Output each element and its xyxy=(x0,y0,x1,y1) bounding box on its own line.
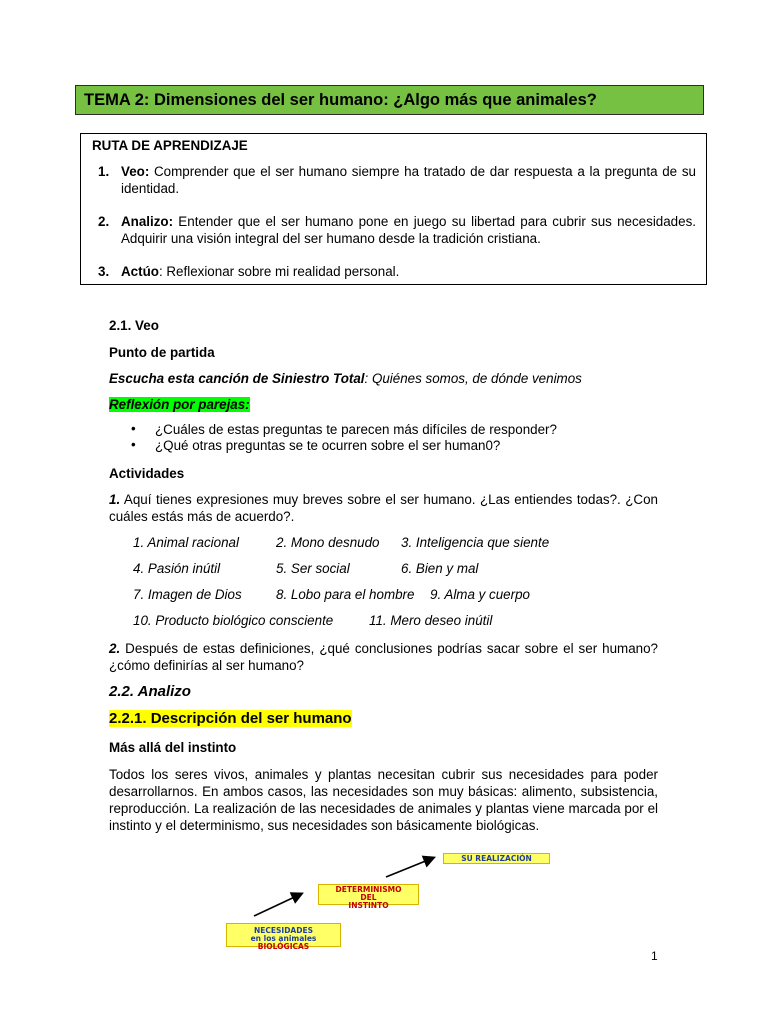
analizo-paragraph: Todos los seres vivos, animales y plantas necesitan cubrir sus necesidades para poder desarrollarnos. En ambos casos, las necesidades son muy básicas: alimento, subsistencia, reproducción. La realización de las necesidades de animales y plantas viene marcada por el instinto y el determinismo, sus necesidades son básicamente biológicas. xyxy=(109,767,658,833)
bullet-question: ¿Cuáles de estas preguntas te parecen más difíciles de responder? xyxy=(155,422,557,437)
instinto-heading: Más allá del instinto xyxy=(109,740,237,755)
subsection-heading: 2.2.1. Descripción del ser humano xyxy=(109,710,352,727)
determinism-box: DETERMINISMO DEL INSTINTO xyxy=(318,884,419,905)
learning-route-item: 1. Veo: Comprender que el ser humano siempre ha tratado de dar respuesta a la pregunta de su identidad. xyxy=(98,164,696,196)
punto-de-partida: Punto de partida xyxy=(109,345,215,360)
song-line: Escucha esta canción de Siniestro Total: Quiénes somos, de dónde venimos xyxy=(109,371,582,386)
needs-box: NECESIDADES en los animales BIOLÓGICAS xyxy=(226,923,341,947)
arrow-to-realizacion xyxy=(386,858,433,877)
activity-1: 1. Aquí tienes expresiones muy breves sobre el ser humano. ¿Las entiendes todas?. ¿Con cuáles estás más de acuerdo?. xyxy=(109,492,658,524)
page-title: TEMA 2: Dimensiones del ser humano: ¿Algo más que animales? xyxy=(75,85,704,115)
actividades-heading: Actividades xyxy=(109,466,185,481)
section-heading-veo: 2.1. Veo xyxy=(109,318,159,333)
arrow-to-determinismo xyxy=(254,894,301,916)
page-number: 1 xyxy=(651,949,658,963)
learning-route-heading: RUTA DE APRENDIZAJE xyxy=(92,138,248,153)
learning-route-item: 2. Analizo: Entender que el ser humano pone en juego su libertad para cubrir sus necesidades. Adquirir una visión integral del ser humano desde la tradición cristiana. xyxy=(98,214,696,246)
learning-route-box xyxy=(80,133,707,285)
bullet-question: ¿Qué otras preguntas se te ocurren sobre el ser human0? xyxy=(155,438,501,453)
activity-2: 2. Después de estas definiciones, ¿qué conclusiones podrías sacar sobre el ser humano? ¿cómo definirías al ser humano? xyxy=(109,641,658,673)
learning-route-item: 3. Actúo: Reflexionar sobre mi realidad personal. xyxy=(98,264,400,279)
section-heading-analizo: 2.2. Analizo xyxy=(109,683,191,700)
bullet-icon: • xyxy=(131,421,136,436)
reflexion-label: Reflexión por parejas: xyxy=(109,397,250,412)
instinct-diagram xyxy=(213,840,573,952)
realization-box: SU REALIZACIÓN xyxy=(443,853,550,864)
bullet-icon: • xyxy=(131,437,136,452)
